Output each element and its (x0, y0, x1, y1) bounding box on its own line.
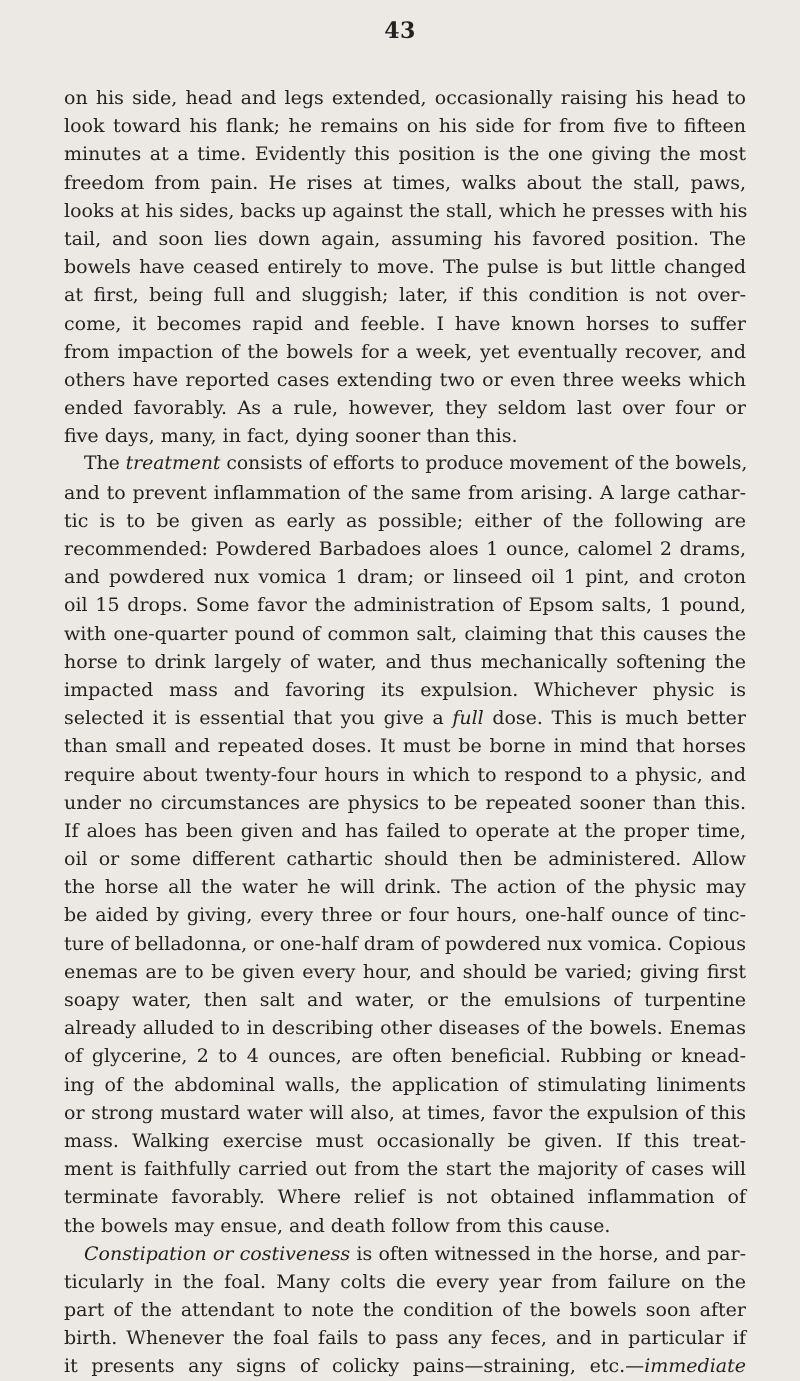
text-segment: ture of belladonna, or one-half dram of powdered nux vomica. Copious (64, 932, 746, 955)
text-segment: consists of efforts to produce movement of the bowels, (220, 453, 748, 475)
text-segment: oil or some different cathartic should then be administered. Allow (64, 848, 746, 871)
text-segment: birth. Whenever the foal fails to pass any feces, and in particular if (64, 1327, 746, 1350)
text-line (64, 620, 746, 648)
text-segment: ended favorably. As a rule, however, they seldom last over four or (64, 397, 746, 420)
text-segment: part of the attendant to note the condition of the bowels soon after (64, 1299, 746, 1322)
text-segment: look toward his flank; he remains on his side for from five to fifteen (64, 115, 746, 138)
text-line (64, 507, 746, 535)
text-line (64, 676, 746, 704)
text-segment: with one-quarter pound of common salt, claiming that this causes the (64, 622, 746, 645)
text-segment: under no circumstances are physics to be repeated sooner than this. (64, 791, 746, 814)
text-segment: than small and repeated doses. It must be borne in mind that horses (64, 735, 746, 758)
text-segment: dose. This is much better (483, 707, 746, 730)
text-segment: freedom from pain. He rises at times, walks about the stall, paws, (64, 171, 746, 194)
text-line (64, 338, 746, 366)
text-segment: be aided by giving, every three or four hours, one-half ounce of tinc- (64, 904, 746, 927)
text-segment: of glycerine, 2 to 4 ounces, are often beneficial. Rubbing or knead- (64, 1045, 746, 1068)
text-segment: the bowels may ensue, and death follow from this cause. (64, 1214, 611, 1237)
text-line (64, 112, 746, 140)
text-line (64, 1071, 746, 1099)
text-line (64, 1099, 746, 1127)
text-line (64, 845, 746, 873)
text-segment: impacted mass and favoring its expulsion. Whichever physic is (64, 678, 746, 701)
text-line (64, 1324, 746, 1352)
text-line (64, 310, 746, 338)
text-line (64, 225, 746, 253)
text-segment: The (84, 453, 126, 475)
text-segment: the horse all the water he will drink. The action of the physic may (64, 876, 746, 899)
text-segment: require about twenty-four hours in which to respond to a physic, and (64, 763, 746, 786)
text-segment: tail, and soon lies down again, assuming his favored position. The (64, 227, 746, 250)
text-segment: it presents any signs of colicky pains—straining, etc.— (64, 1355, 645, 1378)
text-line (64, 84, 746, 112)
text-line (64, 1240, 746, 1268)
text-line (64, 253, 746, 281)
italic-text-segment: full (452, 707, 484, 730)
text-line (64, 366, 746, 394)
text-line (64, 1014, 746, 1042)
text-segment: others have reported cases extending two or even three weeks which (64, 368, 746, 391)
text-segment: on his side, head and legs extended, occasionally raising his head to (64, 87, 746, 109)
text-segment: oil 15 drops. Some favor the administration of Epsom salts, 1 pound, (64, 594, 746, 617)
text-segment: bowels have ceased entirely to move. The pulse is but little changed (64, 256, 746, 279)
text-line (64, 479, 746, 507)
text-line (64, 422, 746, 450)
text-segment: If aloes has been given and has failed to operate at the proper time, (64, 819, 746, 842)
text-segment: and to prevent inflammation of the same from arising. A large cathar- (64, 481, 746, 504)
text-segment: tic is to be given as early as possible; either of the following are (64, 509, 746, 532)
text-line (64, 986, 746, 1014)
text-line (64, 450, 746, 478)
text-line (64, 732, 746, 760)
text-segment: and powdered nux vomica 1 dram; or linseed oil 1 pint, and croton (64, 566, 746, 589)
text-line (64, 140, 746, 168)
text-segment: is often witnessed in the horse, and par- (350, 1242, 746, 1265)
text-line (64, 1296, 746, 1324)
text-line (64, 789, 746, 817)
text-segment: ment is faithfully carried out from the start the majority of cases will (64, 1158, 746, 1181)
text-line (64, 197, 746, 225)
text-segment: recommended: Powdered Barbadoes aloes 1 ounce, calomel 2 drams, (64, 538, 746, 560)
text-segment: horse to drink largely of water, and thus mechanically softening the (64, 650, 746, 673)
text-segment: enemas are to be given every hour, and should be varied; giving first (64, 960, 746, 983)
text-segment: or strong mustard water will also, at times, favor the expulsion of this (64, 1101, 746, 1124)
text-segment: come, it becomes rapid and feeble. I have known horses to suffer (64, 312, 746, 335)
italic-text-segment: treatment (125, 453, 221, 475)
text-line (64, 394, 746, 422)
text-line (64, 281, 746, 309)
text-segment: ticularly in the foal. Many colts die every year from failure on the (64, 1270, 746, 1293)
text-line (64, 563, 746, 591)
text-segment: looks at his sides, backs up against the stall, which he presses with his (64, 199, 748, 222)
text-segment: terminate favorably. Where relief is not obtained inflammation of (64, 1186, 746, 1209)
text-line (64, 648, 746, 676)
text-line (64, 1183, 746, 1211)
text-line (64, 1155, 746, 1183)
text-line (64, 958, 746, 986)
text-line (64, 169, 746, 197)
text-line (64, 1268, 746, 1296)
text-line (64, 1212, 746, 1240)
text-line (64, 761, 746, 789)
text-segment: already alluded to in describing other diseases of the bowels. Enemas (64, 1017, 746, 1040)
text-line (64, 817, 746, 845)
text-segment: at first, being full and sluggish; later, if this condition is not over- (64, 284, 746, 307)
text-segment: five days, many, in fact, dying sooner than this. (64, 425, 518, 448)
text-line (64, 930, 746, 958)
text-line (64, 873, 746, 901)
italic-text-segment: Constipation or costiveness (84, 1242, 351, 1265)
text-line (64, 1127, 746, 1155)
text-segment: from impaction of the bowels for a week, yet eventually recover, and (64, 340, 746, 363)
text-line (64, 535, 746, 563)
italic-text-segment: immediate (644, 1355, 746, 1378)
text-line (64, 704, 746, 732)
page-body (64, 84, 746, 1381)
text-segment: minutes at a time. Evidently this position is the one giving the most (64, 143, 746, 166)
page-number: 43 (384, 18, 416, 44)
text-line (64, 1042, 746, 1070)
text-segment: soapy water, then salt and water, or the emulsions of turpentine (64, 989, 746, 1011)
text-line (64, 1352, 746, 1380)
text-line (64, 901, 746, 929)
text-segment: ing of the abdominal walls, the application of stimulating liniments (64, 1073, 746, 1096)
text-line (64, 591, 746, 619)
text-segment: mass. Walking exercise must occasionally be given. If this treat- (64, 1129, 746, 1152)
text-segment: selected it is essential that you give a (64, 707, 453, 730)
